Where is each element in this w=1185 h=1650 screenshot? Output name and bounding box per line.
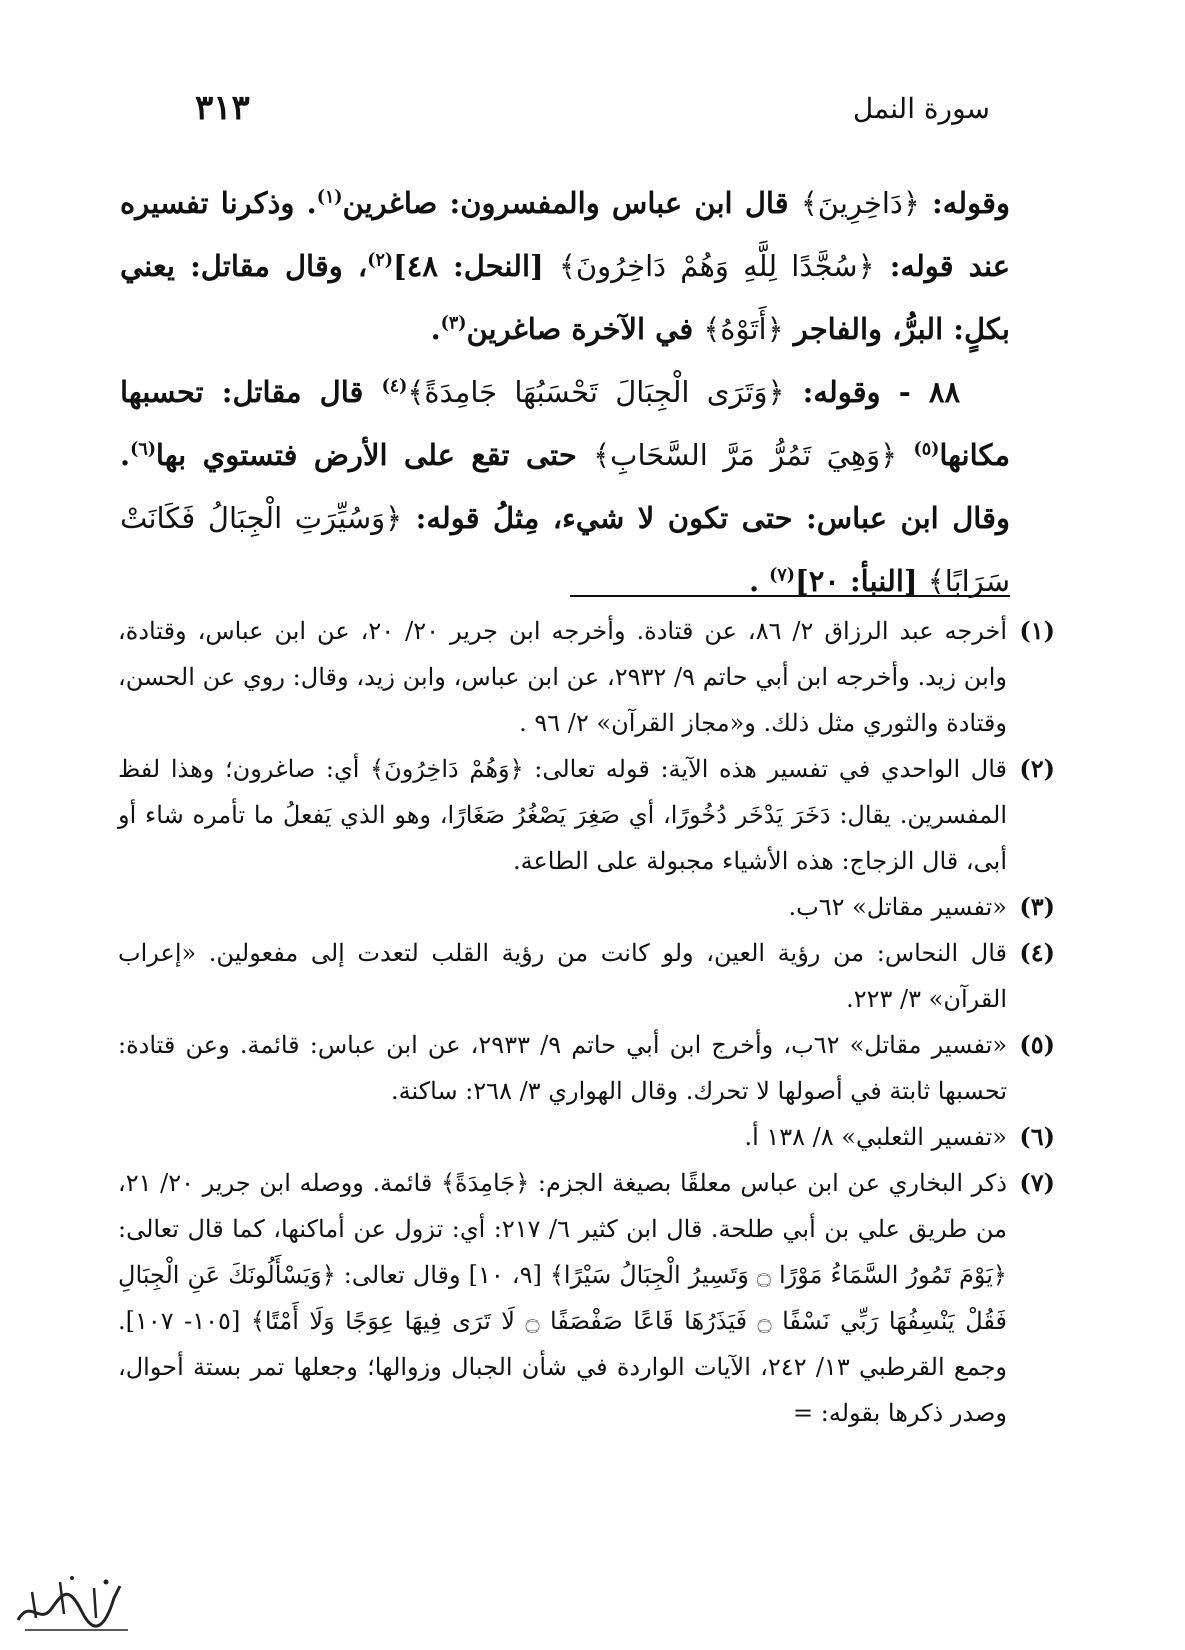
quran-quote: ﴿أَتَوْهُ﴾ [703,312,784,346]
text-run: وقوله: [919,186,1010,220]
publisher-logo [10,1568,140,1640]
text-run: . [748,564,770,598]
footnote-ref: (٣) [440,313,467,334]
footnote-number: (٢) [1019,754,1055,783]
footnote-ref: (١) [316,187,343,208]
quran-quote: ﴿دَاخِرِينَ﴾ [800,186,920,220]
text-run: حتى تقع على الأرض فتستوي بها [155,438,594,472]
main-text [120,172,1010,613]
footnote-number: (١) [1019,616,1055,645]
footnote-1 [118,608,1055,746]
text-run: قال ابن عباس والمفسرون: صاغرين [342,186,801,220]
text-run: . وقال ابن عباس: حتى تكون لا شيء، مِثلُ قوله: [120,438,1010,535]
text-run [897,438,913,472]
footnote-ref: (٧) [769,565,795,586]
footnotes [118,608,1055,1436]
footnote-text: أخرجه عبد الرزاق ٢/ ٨٦، عن قتادة. وأخرجه ابن جرير ٢٠/ ٢٠، عن ابن عباس، وقتادة، وابن زيد. وأخرجه ابن أبي حاتم ٩/ ٢٩٣٢، عن ابن عباس، وابن زيد، وقال: روي عن الحسن، وقتادة والثوري مثل ذلك. و«مجاز القرآن» ٢/ ٩٦ . [118,617,1008,737]
footnote-ref: (٤) [381,376,408,397]
footnote-text: «تفسير مقاتل» ٦٢ب، وأخرج ابن أبي حاتم ٩/ ٢٩٣٣، عن ابن عباس: قائمة. وعن قتادة: تحسبها ثابتة في أصولها لا تحرك. وقال الهواري ٣/ ٢٦٨: ساكنة. [118,1031,1007,1105]
text-run: قال مقاتل: تحسبها مكانها [120,375,1011,472]
footnote-6 [118,1114,1055,1160]
quran-quote: ﴿وَسُيِّرَتِ الْجِبَالُ فَكَانَتْ سَرَابًا﴾ [120,501,1010,598]
text-run: ٨٨ - وقوله: [784,375,961,409]
footnote-number: (٤) [1019,938,1055,967]
surah-title: سورة النمل [852,91,990,125]
quran-quote: ﴿وَهِيَ تَمُرُّ مَرَّ السَّحَابِ﴾ [593,438,898,472]
text-run: [النحل: ٤٨] [393,249,559,283]
footnote-2 [118,746,1055,884]
quran-quote: ﴿وَتَرَى الْجِبَالَ تَحْسَبُهَا جَامِدَةً﴾ [407,375,785,409]
footnote-ref: (٦) [130,439,156,460]
text-run: [النبأ: ٢٠] [794,564,928,598]
footnote-number: (٣) [1019,892,1055,921]
footnote-text: «تفسير الثعلبي» ٨/ ١٣٨ أ. [744,1123,1007,1151]
page-number: ٣١٣ [195,88,250,128]
page-header [195,78,990,138]
paragraph-2 [120,361,1010,613]
text-run: . [430,312,441,346]
footnote-text: قال الواحدي في تفسير هذه الآية: قوله تعالى: ﴿وَهُمْ دَاخِرُونَ﴾ أي: صاغرون؛ وهذا لفظ المفسرين. يقال: دَخَرَ يَدْخَر دُخُورًا، أي صَغِرَ يَصْغُرُ صَغَارًا، وهو الذي يَفعلُ ما تأمره شاء أو أبى، قال الزجاج: هذه الأشياء مجبولة على الطاعة. [118,755,1007,875]
footnote-7 [118,1160,1055,1436]
footnote-number: (٧) [1019,1168,1055,1197]
footnote-divider [570,595,1010,597]
text-run: ، وقال مقاتل: يعني بكلٍ: البرُّ، والفاجر [120,249,1010,346]
footnote-text: «تفسير مقاتل» ٦٢ب. [788,893,1007,921]
footnote-number: (٥) [1019,1030,1055,1059]
footnote-text: قال النحاس: من رؤية العين، ولو كانت من رؤية القلب لتعدت إلى مفعولين. «إعراب القرآن» ٣/ ٢٢٣. [118,939,1007,1013]
footnote-3 [118,884,1055,930]
footnote-text: ذكر البخاري عن ابن عباس معلقًا بصيغة الجزم: ﴿جَامِدَةً﴾ قائمة. ووصله ابن جرير ٢٠/ ٢١، من طريق علي بن أبي طلحة. قال ابن كثير ٦/ ٢١٧: أي: تزول عن أماكنها، كما قال تعالى: ﴿يَوْمَ تَمُورُ السَّمَاءُ مَوْرًا ۝ وَتَسِيرُ الْجِبَالُ سَيْرًا﴾ [٩، ١٠] وقال تعالى: ﴿وَيَسْأَلُونَكَ عَنِ الْجِبَالِ فَقُلْ يَنْسِفُهَا رَبِّي نَسْفًا ۝ فَيَذَرُهَا قَاعًا صَفْصَفًا ۝ لَا تَرَى فِيهَا عِوَجًا وَلَا أَمْتًا﴾ [١٠٥- ١٠٧]. وجمع القرطبي ١٣/ ٢٤٢، الآيات الواردة في شأن الجبال وزوالها؛ وجعلها تمر بستة أحوال، وصدر ذكرها بقوله: = [118,1169,1008,1427]
footnote-number: (٦) [1019,1122,1055,1151]
footnote-ref: (٢) [367,250,394,271]
footnote-ref: (٥) [913,439,940,460]
text-run: في الآخرة صاغرين [466,312,704,346]
quran-quote: ﴿سُجَّدًا لِلَّهِ وَهُمْ دَاخِرُونَ﴾ [558,249,875,283]
footnote-4 [118,930,1055,1022]
paragraph-1 [120,172,1010,361]
text-run: . وذكرنا تفسيره عند قوله: [120,186,1010,283]
footnote-5 [118,1022,1055,1114]
